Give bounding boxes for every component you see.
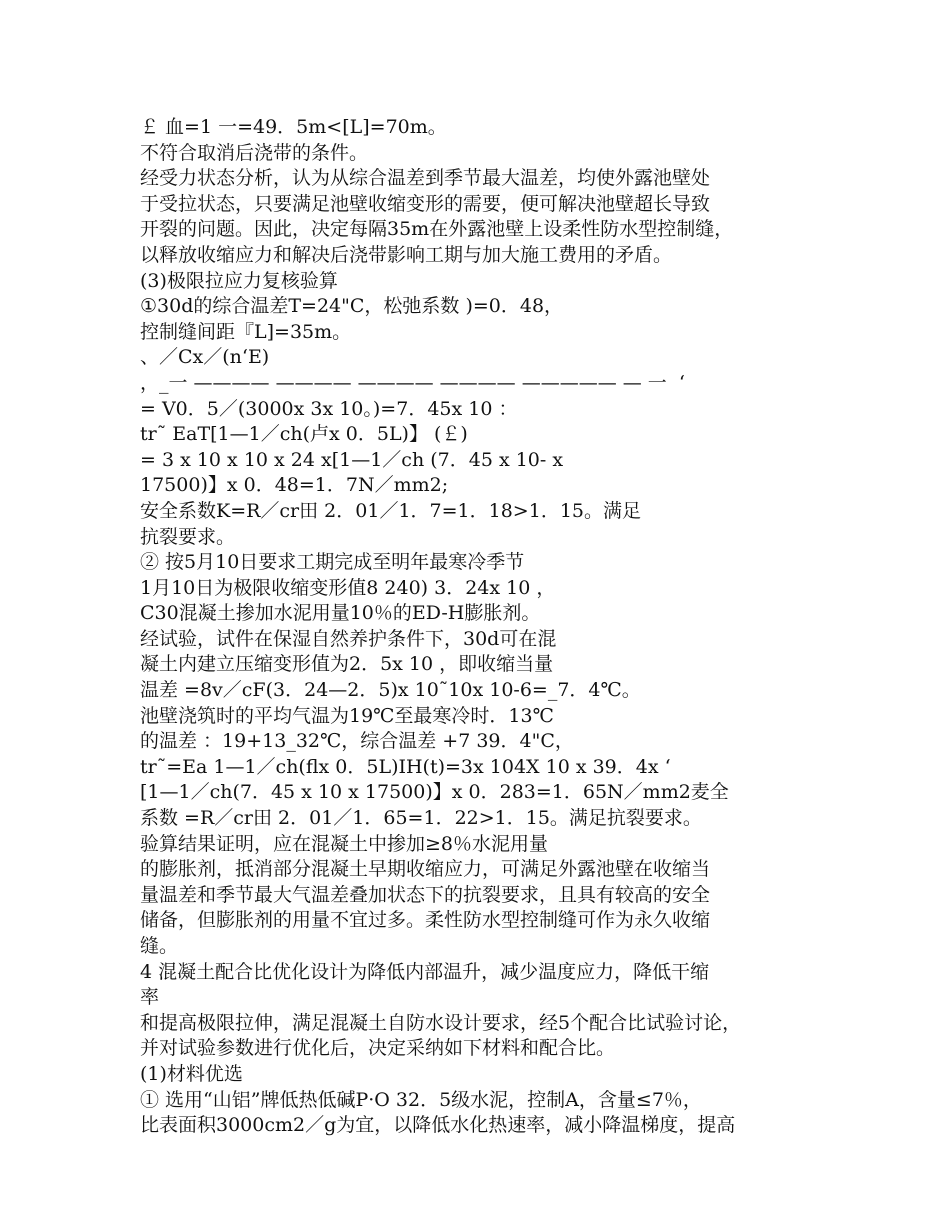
text-line: 凝土内建立压缩变形值为2．5x 10 ，即收缩当量 [140, 653, 554, 676]
text-line: 量温差和季节最大气温差叠加状态下的抗裂要求，且具有较高的安全 [140, 883, 711, 906]
text-line: ② 按5月10日要求工期完成至明年最寒冷季节 [140, 551, 525, 574]
text-line: 温差 =8v／cF(3．24—2．5)x 10˜10x 10-6=_7．4℃。 [140, 679, 641, 702]
text-line: ①30d的综合温差T=24"C，松弛系数 )=0．48， [140, 295, 564, 318]
text-line: 不符合取消后浇带的条件。 [140, 141, 369, 164]
text-line: 并对试验参数进行优化后，决定采纳如下材料和配合比。 [140, 1037, 616, 1060]
text-line: 、／Cx／(n‘E) [140, 346, 270, 369]
text-line: 率 [140, 986, 160, 1009]
text-line: 经试验，试件在保湿自然养护条件下，30d可在混 [140, 627, 557, 650]
text-line: 储备，但膨胀剂的用量不宜过多。柔性防水型控制缝可作为永久收缩 [140, 909, 711, 932]
text-line: ，_一 ———— ———— ———— ———— ————— — 一 ‘ [140, 371, 685, 394]
text-line: 控制缝间距『L]=35m。 [140, 320, 352, 343]
text-line: 池壁浇筑时的平均气温为19℃至最寒冷时．13℃ [140, 704, 554, 727]
text-line: = 3 x 10 x 10 x 24 x[1—1／ch (7．45 x 10- x [140, 448, 564, 471]
text-line: tr˜ EaT[1—1／ch(卢x 0．5L)】 (￡) [140, 423, 468, 446]
text-line: 1月10日为极限收缩变形值8 240) 3．24x 10 ， [140, 576, 556, 599]
text-line: ￡ 血=1 一=49．5m<[L]=70m。 [140, 116, 447, 138]
text-line: 比表面积3000cm2／g为宜，以降低水化热速率，减小降温梯度，提高 [140, 1114, 736, 1137]
text-line: 和提高极限拉伸，满足混凝土自防水设计要求，经5个配合比试验讨论， [140, 1011, 742, 1034]
text-line: 缝。 [140, 935, 179, 957]
text-line: 抗裂要求。 [140, 525, 236, 548]
text-line: 17500)】x 0．48=1．7N／mm2; [140, 474, 449, 497]
text-line: 的温差 ：19+13_32℃，综合温差 +7 39．4"C， [140, 730, 574, 753]
document-body [140, 115, 930, 1139]
text-line: 开裂的问题。因此，决定每隔35m在外露池壁上设柔性防水型控制缝， [140, 218, 734, 241]
text-line: (3)极限拉应力复核验算 [140, 269, 338, 292]
text-line: 4 混凝土配合比优化设计为降低内部温升，减少温度应力，降低干缩 [140, 960, 710, 983]
text-line: [1—1／ch(7．45 x 10 x 17500)】x 0．283=1．65N／mm2麦全 [140, 781, 729, 804]
text-line: 以释放收缩应力和解决后浇带影响工期与加大施工费用的矛盾。 [140, 243, 673, 266]
text-line: C30混凝土掺加水泥用量10％的ED-H膨胀剂。 [140, 602, 541, 625]
text-line: (1)材料优选 [140, 1062, 243, 1085]
text-line: 的膨胀剂，抵消部分混凝土早期收缩应力，可满足外露池壁在收缩当 [140, 858, 711, 881]
text-line: ① 选用“山铝”牌低热低碱P·O 32．5级水泥，控制A，含量≤7％， [140, 1088, 702, 1111]
text-line: 系数 =R／cr田 2．01／1．65=1．22>1．15。满足抗裂要求。 [140, 807, 702, 830]
text-line: 验算结果证明，应在混凝土中掺加≥8％水泥用量 [140, 832, 549, 855]
text-line: 经受力状态分析，认为从综合温差到季节最大温差，均使外露池壁处 [140, 167, 711, 190]
text-line: = V0．5／(3000x 3x 10。)=7．45x 10 ： [140, 397, 518, 420]
text-line: 安全系数K=R／cr田 2．01／1．7=1．18>1．15。满足 [140, 499, 641, 522]
text-line: tr˜=Ea 1—1／ch(flx 0．5L)IH(t)=3x 104X 10 x 39．4x ‘ [140, 755, 671, 778]
text-line: 于受拉状态，只要满足池壁收缩变形的需要，便可解决池壁超长导致 [140, 192, 711, 215]
